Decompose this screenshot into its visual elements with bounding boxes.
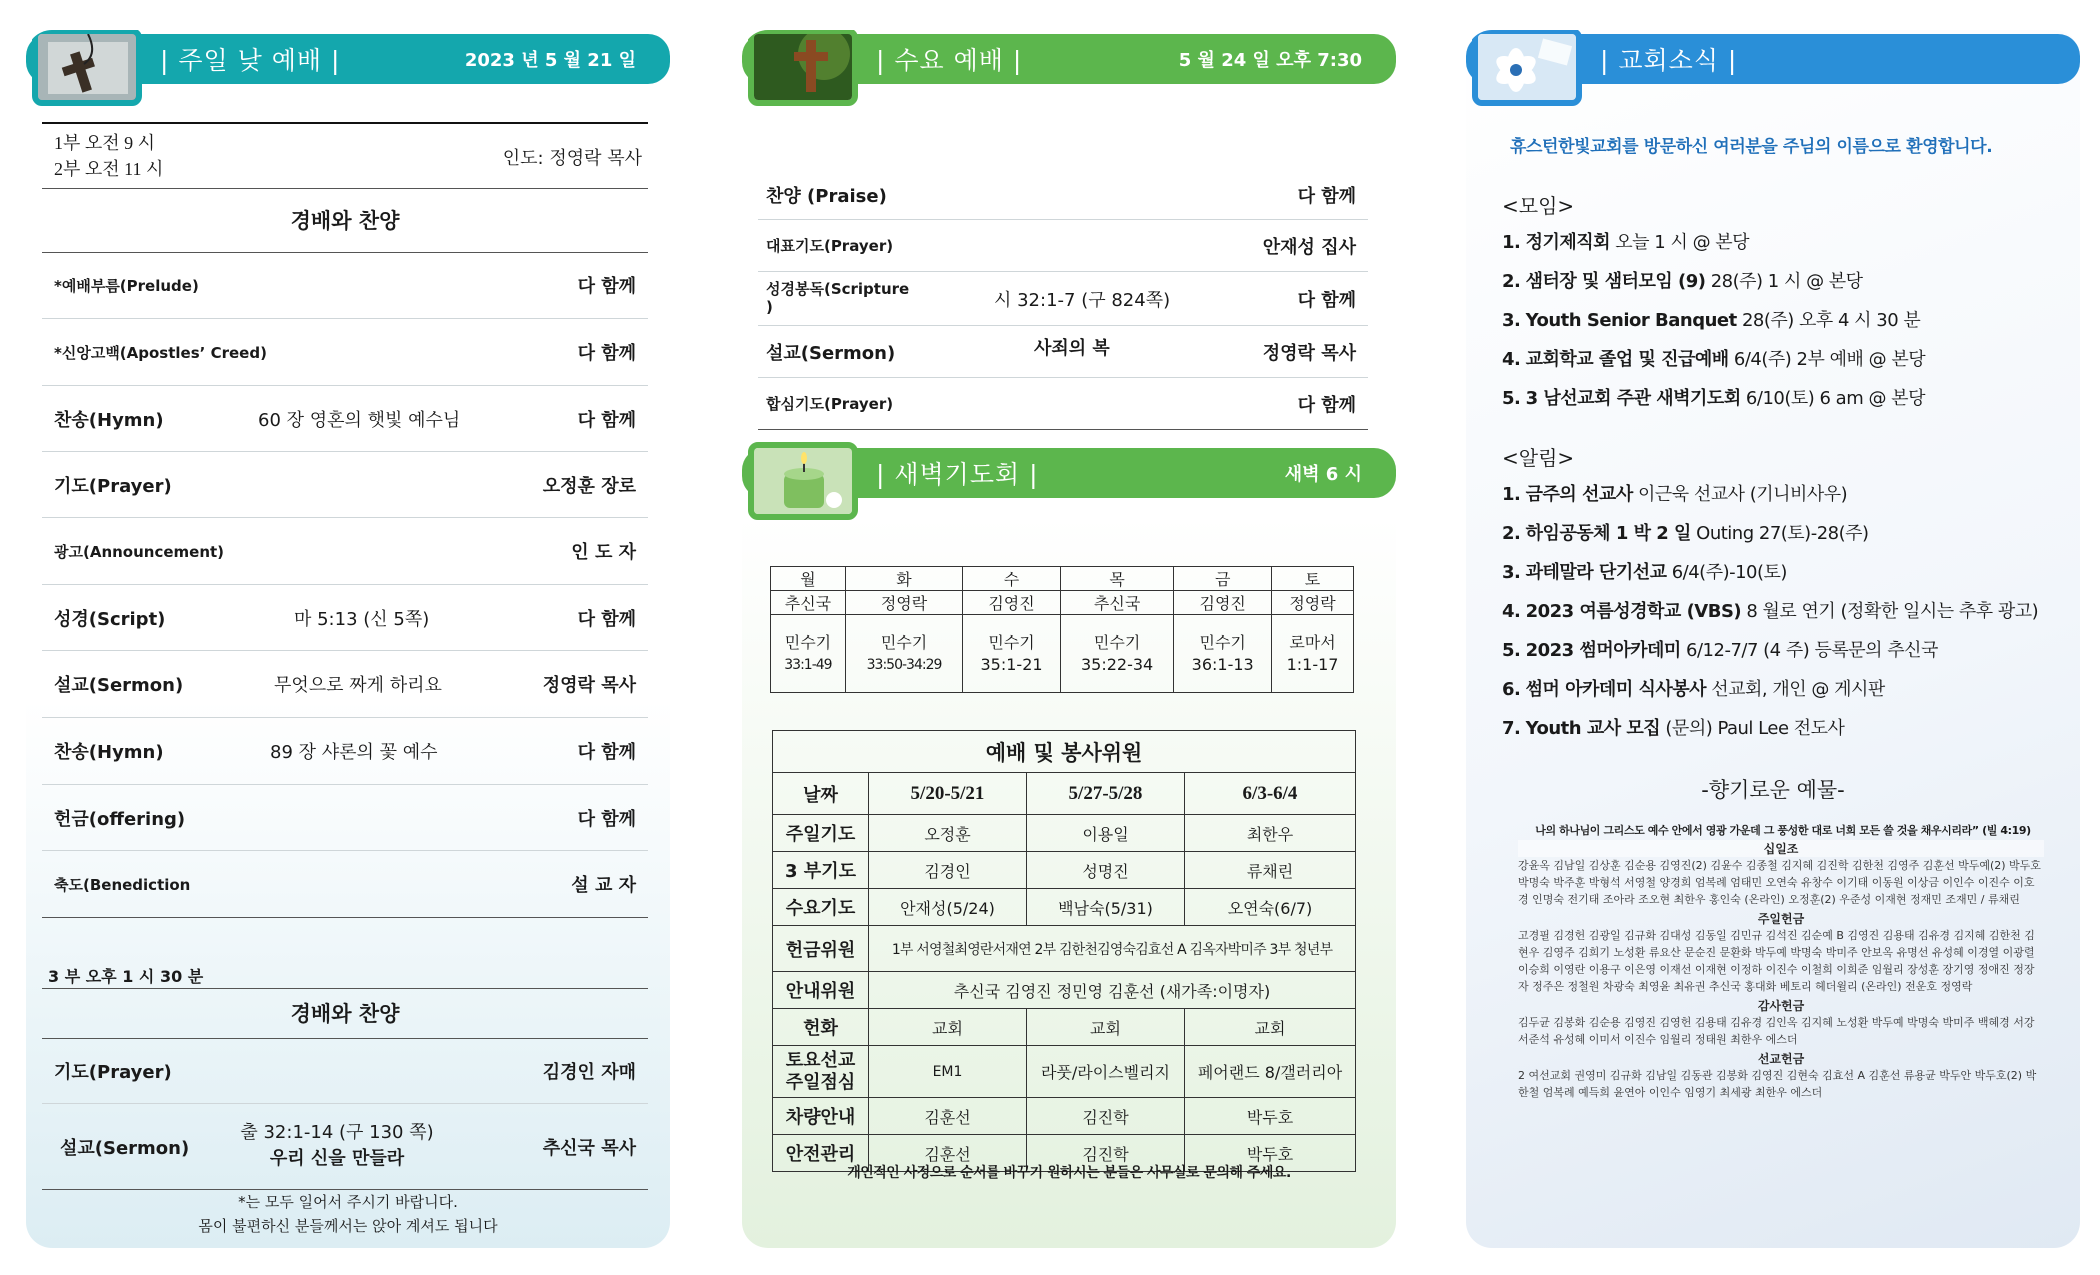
reading-cell (771, 615, 846, 693)
order-row (42, 851, 648, 918)
divider (42, 988, 648, 989)
reading-book: 민수기 (784, 632, 832, 652)
third-prayer-row (773, 852, 1356, 889)
item-detail: 6/4(주) 2부 예배 @ 본당 (1728, 349, 1926, 370)
offering-names-box (1518, 840, 2044, 1101)
first-service-time: 1부 오전 9 시 (54, 133, 156, 153)
list-item (1502, 228, 1749, 254)
order-item-name: *신앙고백(Apostles’ Creed) (54, 343, 267, 362)
reading-book: 로마서 (1289, 632, 1336, 652)
day-cell: 수 (963, 567, 1061, 591)
item-number: 5. (1502, 640, 1521, 661)
welcome-message: 휴스턴한빛교회를 방문하신 여러분을 주님의 이름으로 환영합니다. (1510, 137, 1993, 157)
reading-range: 35:22-34 (1080, 654, 1154, 674)
item-number: 7. (1502, 718, 1521, 739)
date-cell: 5/20-5/21 (869, 773, 1027, 815)
tithe-title: 십일조 (1518, 840, 2044, 857)
day-cell: 토 (1272, 567, 1354, 591)
list-item (1502, 306, 1920, 332)
item-detail: 6/12-7/7 (4 주) 등록문의 추신국 (1680, 640, 1938, 661)
order-item-who: 다 함께 (577, 409, 636, 431)
sermon-reference: 출 32:1-14 (구 130 쪽) (240, 1122, 434, 1143)
order-row (42, 319, 648, 386)
service-title-row (773, 731, 1356, 773)
volunteer-cell: 김진학 (1027, 1135, 1185, 1172)
reading-cell (1272, 615, 1354, 693)
order-item-who: 다 함께 (577, 808, 636, 830)
offering-title: -향기로운 예물- (1701, 778, 1845, 802)
item-title: 금주의 선교사 (1525, 484, 1633, 505)
item-detail: 6/10(토) 6 am @ 본당 (1740, 388, 1925, 409)
sunday-title: | 주일 낮 예배 | (160, 46, 341, 75)
item-detail: 오늘 1 시 @ 본당 (1610, 232, 1750, 253)
wednesday-panel (742, 30, 1396, 1248)
list-item (1502, 384, 1925, 410)
order-item-who: 안재성 집사 (1262, 236, 1356, 258)
item-title: 2023 여름성경학교 (VBS) (1525, 601, 1742, 622)
volunteer-cell: 김훈선 (869, 1135, 1027, 1172)
order-row (758, 378, 1368, 430)
list-item (1502, 345, 1925, 371)
service-note: 개인적인 사정으로 순서를 바꾸기 원하시는 분들은 사무실로 문의해 주세요. (847, 1165, 1291, 1181)
order-item-detail: 마 5:13 (신 5쪽) (294, 608, 430, 630)
leader-cell: 추신국 (771, 591, 846, 615)
volunteer-cell: 안재성(5/24) (869, 889, 1027, 926)
offering-verse: 나의 하나님이 그리스도 예수 안에서 영광 가운데 그 풍성한 대로 너희 모든 쓸 것을 채우시리라” (빌 4:19) (1535, 824, 2031, 837)
usher-volunteers: 추신국 김영진 정민영 김훈선 (새가족:이명자) (869, 972, 1356, 1009)
volunteer-cell: 교회 (869, 1009, 1027, 1046)
order-item-name: 기도(Prayer) (54, 1061, 172, 1083)
order-item-who: 오정훈 장로 (542, 475, 636, 497)
row-label: 안내위원 (773, 972, 869, 1009)
order-row (42, 452, 648, 518)
service-volunteers-table (772, 730, 1356, 1172)
item-title: 하임공동체 1 박 2 일 (1525, 523, 1691, 544)
leader-cell: 정영락 (1272, 591, 1354, 615)
day-cell: 화 (845, 567, 962, 591)
service-leader: 인도: 정영락 목사 (502, 148, 642, 169)
day-cell: 월 (771, 567, 846, 591)
item-detail: 28(주) 1 시 @ 본당 (1705, 271, 1863, 292)
order-item-detail: 60 장 영혼의 햇빛 예수님 (258, 409, 461, 431)
date-cell: 6/3-6/4 (1185, 773, 1356, 815)
volunteer-cell: EM1 (869, 1046, 1027, 1098)
item-title: 정기제직회 (1525, 232, 1611, 253)
order-item-who: 인 도 자 (571, 542, 636, 563)
item-number: 2. (1502, 523, 1521, 544)
row-label (773, 1046, 869, 1098)
order-item-who: 다 함께 (1297, 289, 1356, 311)
order-row (42, 785, 648, 851)
volunteer-cell: 라풋/라이스벨리지 (1027, 1046, 1185, 1098)
order-item-name: 찬양 (Praise) (766, 185, 887, 207)
item-detail: (문의) Paul Lee 전도사 (1660, 718, 1845, 739)
reading-book: 민수기 (880, 632, 928, 652)
meetings-title: <모임> (1502, 194, 1575, 218)
item-detail: 8 월로 연기 (정확한 일시는 추후 광고) (1741, 601, 2039, 622)
reading-book: 민수기 (988, 632, 1035, 652)
offering-row (773, 926, 1356, 972)
order-item-who: 추신국 목사 (542, 1137, 636, 1159)
row-label-line: 토요선교 (785, 1049, 856, 1071)
order-item-who: 다 함께 (577, 276, 636, 297)
candle-photo (748, 442, 858, 520)
leader-cell: 김영진 (963, 591, 1061, 615)
day-cell: 목 (1060, 567, 1173, 591)
order-row (42, 585, 648, 651)
footnote-line: 몸이 불편하신 분들께서는 앉아 계셔도 됩니다 (198, 1217, 498, 1235)
dawn-time: 새벽 6 시 (1284, 464, 1362, 485)
item-title: 썸머 아카데미 식사봉사 (1525, 679, 1707, 700)
leaders-row (771, 591, 1354, 615)
order-item-name: 성경(Script) (54, 608, 166, 630)
leader-cell: 정영락 (845, 591, 962, 615)
volunteer-cell: 성명진 (1027, 852, 1185, 889)
item-detail: 이근욱 선교사 (기니비사우) (1632, 484, 1848, 505)
order-row (42, 518, 648, 585)
reading-book: 민수기 (1093, 632, 1141, 652)
sunday-prayer-row (773, 815, 1356, 852)
order-item-who: 다 함께 (577, 343, 636, 364)
section-title: 경배와 찬양 (290, 209, 400, 233)
thanks-offering-names: 김두균 김봉화 김순용 김영진 김영헌 김용태 김유경 김인옥 김지혜 노성환 박두예 박명숙 박미주 백혜경 서강 서준석 유성혜 이미서 이진수 임월리 정태원 최한우 에스더 (1518, 1016, 2035, 1046)
volunteer-cell: 류채린 (1185, 852, 1356, 889)
service-title: 예배 및 봉사위원 (773, 731, 1356, 773)
order-row (42, 386, 648, 452)
order-row (758, 272, 1368, 326)
order-item-detail: 사죄의 복 (1034, 338, 1110, 359)
reading-range: 33:1-49 (784, 656, 832, 673)
order-item-name: 성경봉독(Scripture ) (766, 280, 910, 316)
dawn-schedule-table (770, 566, 1354, 693)
reading-range: 36:1-13 (1191, 654, 1254, 674)
volunteer-cell: 김경인 (869, 852, 1027, 889)
offering-volunteers: 1부 서영철최영란서재연 2부 김한천김영숙김효선 A 김옥자박미주 3부 청년부 (869, 926, 1356, 972)
order-item-who: 다 함께 (1297, 394, 1356, 416)
volunteer-cell: 박두호 (1185, 1098, 1356, 1135)
order-row (758, 326, 1368, 378)
order-item-name: 합심기도(Prayer) (766, 395, 894, 413)
readings-row (771, 615, 1354, 693)
item-title: 2023 썸머아카데미 (1525, 640, 1681, 661)
cross-necklace-photo (32, 30, 142, 106)
item-detail: 6/4(주)-10(토) (1666, 562, 1787, 583)
news-header (1466, 34, 2080, 84)
item-number: 3. (1502, 310, 1521, 331)
volunteer-cell: 박두호 (1185, 1135, 1356, 1172)
volunteer-cell: 백남숙(5/31) (1027, 889, 1185, 926)
reading-cell (1174, 615, 1272, 693)
list-item (1502, 597, 2038, 623)
sunday-panel (26, 30, 670, 1248)
order-item-name: 축도(Benediction (54, 875, 191, 894)
order-row (42, 1038, 648, 1104)
order-item-name: 헌금(offering) (54, 808, 186, 830)
volunteer-cell: 김진학 (1027, 1098, 1185, 1135)
item-number: 4. (1502, 601, 1521, 622)
order-item-name: 대표기도(Prayer) (766, 237, 894, 255)
wednesday-prayer-row (773, 889, 1356, 926)
third-service-time: 3 부 오후 1 시 30 분 (48, 967, 204, 986)
list-item (1502, 714, 1844, 740)
order-item-name: 설교(Sermon) (60, 1137, 190, 1159)
order-item-who: 다 함께 (1297, 185, 1356, 207)
order-item-who: 설 교 자 (571, 875, 636, 896)
divider (42, 122, 648, 124)
item-number: 3. (1502, 562, 1521, 583)
volunteer-cell: 오연숙(6/7) (1185, 889, 1356, 926)
list-item (1502, 636, 1938, 662)
order-item-who: 정영락 목사 (1262, 342, 1356, 364)
item-number: 6. (1502, 679, 1521, 700)
volunteer-cell: 페어랜드 8/갤러리아 (1185, 1046, 1356, 1098)
row-label: 헌금위원 (773, 926, 869, 972)
order-item-who: 김경인 자매 (542, 1061, 636, 1083)
footnote (26, 1190, 670, 1238)
service-times (54, 130, 163, 182)
order-item-detail: 무엇으로 짜게 하리요 (274, 675, 442, 696)
divider (42, 188, 648, 189)
reading-range: 35:1-21 (980, 654, 1043, 674)
item-detail: Outing 27(토)-28(주) (1690, 523, 1869, 544)
order-item-name: 설교(Sermon) (766, 342, 896, 364)
volunteer-cell: 교회 (1185, 1009, 1356, 1046)
volunteer-cell: 최한우 (1185, 815, 1356, 852)
flower-photo (1472, 30, 1582, 106)
row-label: 주일기도 (773, 815, 869, 852)
leader-cell: 김영진 (1174, 591, 1272, 615)
dates-row (773, 773, 1356, 815)
item-title: 샘터장 및 샘터모임 (9) (1525, 271, 1706, 292)
mission-offering-title: 선교헌금 (1757, 1052, 1805, 1066)
item-title: 과테말라 단기선교 (1525, 562, 1667, 583)
volunteer-cell: 오정훈 (869, 815, 1027, 852)
order-item-name: 광고(Announcement) (54, 542, 225, 561)
volunteer-cell: 김훈선 (869, 1098, 1027, 1135)
reading-range: 33:50-34:29 (866, 656, 942, 673)
news-panel (1466, 30, 2080, 1248)
order-row (42, 718, 648, 785)
second-service-time: 2부 오전 11 시 (54, 159, 164, 179)
order-item-name: 찬송(Hymn) (54, 742, 164, 763)
row-label: 헌화 (773, 1009, 869, 1046)
item-number: 1. (1502, 484, 1521, 505)
row-label: 안전관리 (773, 1135, 869, 1172)
reading-cell (845, 615, 962, 693)
item-number: 2. (1502, 271, 1521, 292)
day-cell: 금 (1174, 567, 1272, 591)
order-row (42, 1104, 648, 1190)
order-row (758, 170, 1368, 220)
order-row (42, 651, 648, 718)
usher-row (773, 972, 1356, 1009)
volunteer-cell: 이용일 (1027, 815, 1185, 852)
list-item (1502, 519, 1869, 545)
notices-title: <알림> (1502, 446, 1575, 470)
days-row (771, 567, 1354, 591)
order-item-name: 찬송(Hymn) (54, 409, 164, 431)
flowers-row (773, 1009, 1356, 1046)
parking-row (773, 1098, 1356, 1135)
order-item-who: 다 함께 (577, 742, 636, 763)
row-label-line: 주일점심 (785, 1071, 856, 1093)
sunday-offering-names: 고경필 김경헌 김광일 김규화 김대성 김동일 김민규 김석진 김순예 B 김영진 김용태 김유경 김지혜 김한천 김현우 김영주 김희기 노성환 류요산 문순진 문환화 박두예 박명숙 박미주 안보옥 유명선 유성혜 이경열 이광렬 이승희 이영란 이용구 이은영 이재선 이재현 이정하 이진수 이철희 이희준 임월리 장성훈 장기영 정애진 정장자 정주은 정철원 차광숙 최영윤 최유권 추신국 홍대화 베토리 헤더윌리 (온라인) 전운호 정영락 (1518, 929, 2035, 993)
wooden-cross-photo (748, 30, 858, 106)
reading-cell (963, 615, 1061, 693)
order-item-detail: 시 32:1-7 (구 824쪽) (994, 289, 1171, 311)
order-row (42, 252, 648, 319)
list-item (1502, 558, 1787, 584)
wednesday-time: 5 월 24 일 오후 7:30 (1178, 50, 1362, 71)
row-label: 차량안내 (773, 1098, 869, 1135)
footnote-line: *는 모두 일어서 주시기 바랍니다. (238, 1193, 458, 1211)
sunday-offering-title: 주일헌금 (1757, 912, 1805, 926)
row-label: 3 부기도 (773, 852, 869, 889)
order-item-name: *예배부름(Prelude) (54, 276, 199, 295)
reading-range: 1:1-17 (1286, 654, 1339, 674)
order-item-who: 다 함께 (577, 608, 636, 630)
dawn-header (742, 448, 1396, 498)
sunday-date: 2023 년 5 월 21 일 (464, 50, 636, 71)
wednesday-header (742, 34, 1396, 84)
date-cell: 5/27-5/28 (1027, 773, 1185, 815)
item-title: Youth 교사 모집 (1525, 718, 1661, 739)
order-item-name: 설교(Sermon) (54, 675, 184, 696)
wednesday-title: | 수요 예배 | (876, 46, 1023, 75)
tithe-names: 강윤옥 김남일 김상훈 김순용 김영진(2) 김윤수 김종철 김지혜 김진학 김한천 김영주 김훈선 박두예(2) 박두호 박명숙 박주훈 박형석 서영철 양경희 엄복례 엄태민 오연숙 유창수 이기태 이동원 이상금 이인수 이진수 이호경 인명숙 전기태 조아라 조오현 최한우 홍인숙 (온라인) 오정훈(2) 우준성 이재현 정재민 조재민 / 류채린 (1518, 859, 2041, 906)
item-title: 교회학교 졸업 및 진급예배 (1525, 349, 1729, 370)
mission-offering-names: 2 여선교회 권영미 김규화 김남일 김동관 김봉화 김영진 김현숙 김효선 A 김훈선 류용균 박두안 박두호(2) 박한철 엄복례 예득희 윤연아 이인수 임영기 최세광 최한우 에스더 (1518, 1069, 2037, 1099)
mission-lunch-row (773, 1046, 1356, 1098)
item-number: 1. (1502, 232, 1521, 253)
leader-cell: 추신국 (1060, 591, 1173, 615)
item-number: 5. (1502, 388, 1521, 409)
news-title: | 교회소식 | (1600, 46, 1738, 75)
list-item (1502, 480, 1847, 506)
thanks-offering-title: 감사헌금 (1757, 999, 1805, 1013)
item-title: Youth Senior Banquet (1525, 310, 1737, 331)
sunday-header (26, 34, 670, 84)
row-label: 날짜 (773, 773, 869, 815)
sermon-title: 우리 신을 만들라 (269, 1148, 405, 1169)
sermon-detail (212, 1120, 462, 1172)
order-item-name: 기도(Prayer) (54, 475, 172, 497)
item-title: 3 남선교회 주관 새벽기도회 (1525, 388, 1741, 409)
order-item-who: 정영락 목사 (542, 675, 636, 696)
item-detail: 28(주) 오후 4 시 30 분 (1736, 310, 1921, 331)
list-item (1502, 675, 1885, 701)
section-title: 경배와 찬양 (290, 1002, 400, 1026)
list-item (1502, 267, 1863, 293)
volunteer-cell: 교회 (1027, 1009, 1185, 1046)
dawn-title: | 새벽기도회 | (876, 460, 1039, 489)
item-detail: 선교회, 개인 @ 게시판 (1706, 679, 1885, 700)
reading-book: 민수기 (1199, 632, 1246, 652)
order-row (758, 220, 1368, 272)
item-number: 4. (1502, 349, 1521, 370)
reading-cell (1060, 615, 1173, 693)
order-item-detail: 89 장 샤론의 꽃 예수 (270, 742, 438, 763)
row-label: 수요기도 (773, 889, 869, 926)
